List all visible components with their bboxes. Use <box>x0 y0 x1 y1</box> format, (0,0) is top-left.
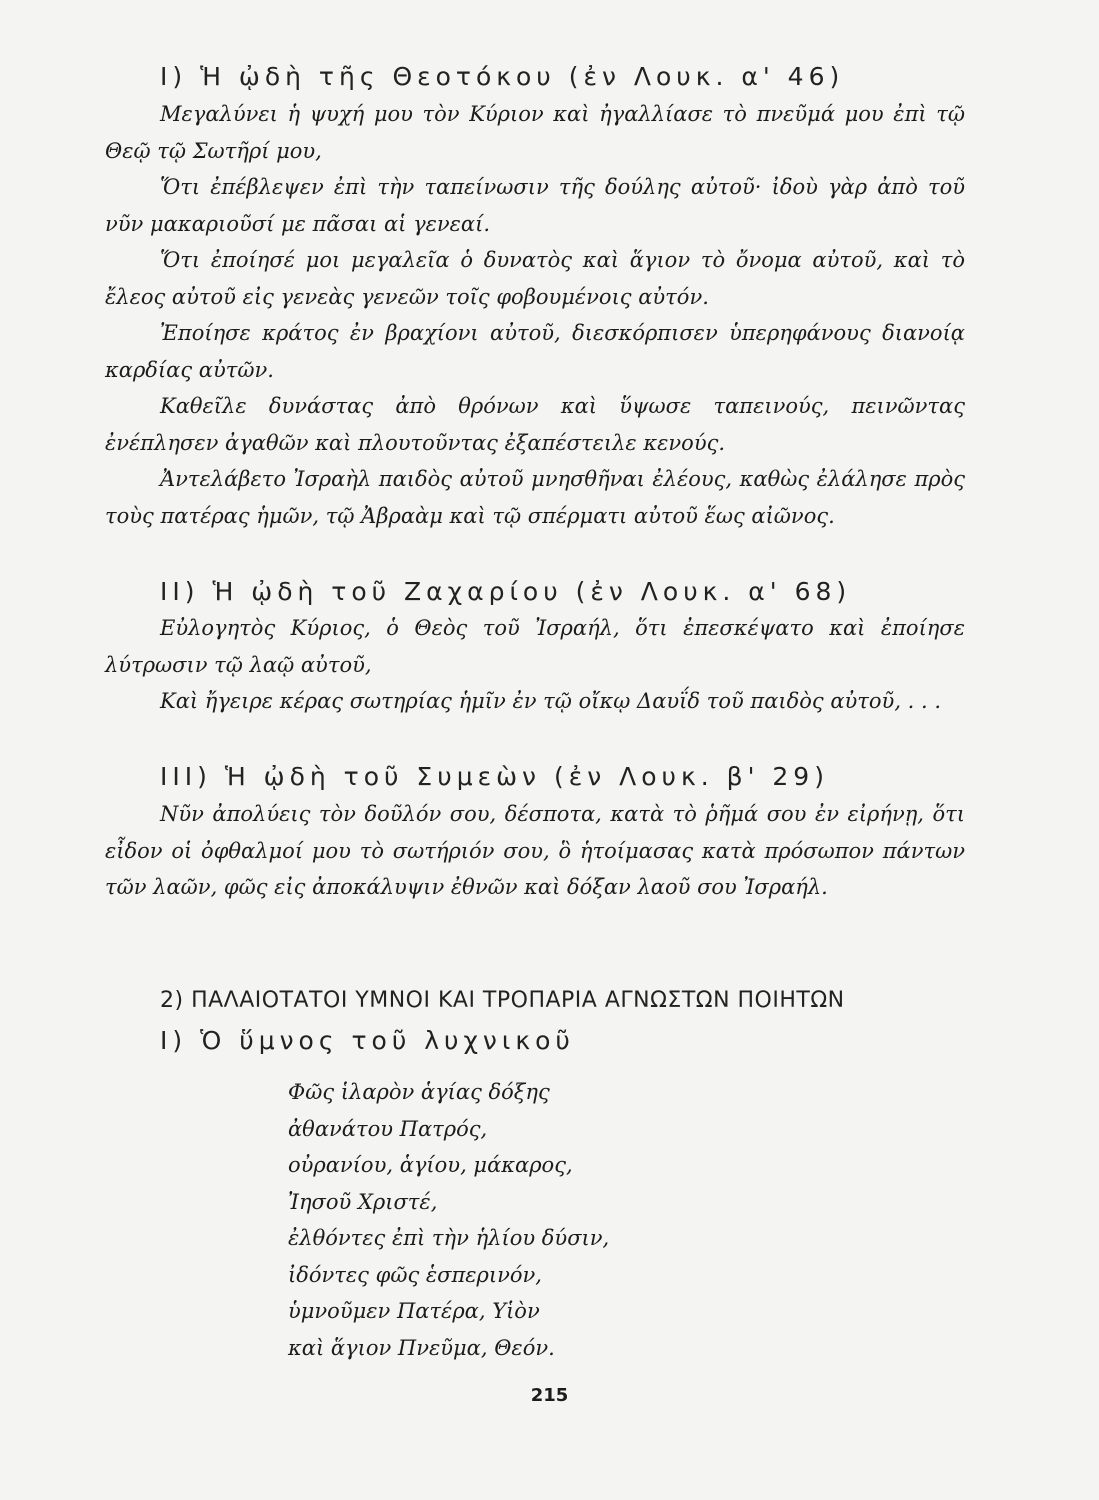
ode-zacharias-text <box>105 610 965 720</box>
hymn-line: Φῶς ἱλαρὸν ἁγίας δόξης <box>288 1080 550 1104</box>
verse: Ἐποίησε κράτος ἐν βραχίονι αὐτοῦ, διεσκόρπισεν ὑπερηφάνους διανοίᾳ καρδίας αὐτῶν. <box>105 321 965 382</box>
hymn-line: ἀθανάτου Πατρός, <box>288 1116 488 1141</box>
hymn-line: ἰδόντες φῶς ἑσπερινόν, <box>288 1262 542 1287</box>
hymn-line: ὑμνοῦμεν Πατέρα, Υἱὸν <box>288 1299 540 1323</box>
verse: Ἀντελάβετο Ἰσραὴλ παιδὸς αὐτοῦ μνησθῆναι ἐλέους, καθὼς ἐλάλησε πρὸς τοὺς πατέρας ἡμῶν, τῷ Ἀβραὰμ καὶ τῷ σπέρματι αὐτοῦ ἕως αἰῶνος. <box>105 467 965 528</box>
verse: Καθεῖλε δυνάστας ἀπὸ θρόνων καὶ ὕψωσε ταπεινούς, πεινῶντας ἐνέπλησεν ἀγαθῶν καὶ πλουτοῦντας ἐξαπέστειλε κενούς. <box>105 394 965 455</box>
hymn-line: ἐλθόντες ἐπὶ τὴν ἡλίου δύσιν, <box>288 1226 610 1250</box>
heading-hymn-lychnikou: I) Ὁ ὕμνος τοῦ λυχνικοῦ <box>160 1026 575 1055</box>
heading-ode-theotokos: I) Ἡ ᾠδὴ τῆς Θεοτόκου (ἐν Λουκ. α' 46) <box>160 62 845 91</box>
page-number: 215 <box>530 1385 569 1406</box>
verse: Μεγαλύνει ἡ ψυχή μου τὸν Κύριον καὶ ἠγαλλίασε τὸ πνεῦμά μου ἐπὶ τῷ Θεῷ τῷ Σωτῆρί μου, <box>105 102 965 163</box>
ode-theotokos-text <box>105 96 965 534</box>
hymn-line: οὐρανίου, ἁγίου, μάκαρος, <box>288 1153 573 1177</box>
verse: Εὐλογητὸς Κύριος, ὁ Θεὸς τοῦ Ἰσραήλ, ὅτι ἐπεσκέψατο καὶ ἐποίησε λύτρωσιν τῷ λαῷ αὐτοῦ, <box>105 616 965 677</box>
heading-ode-symeon: III) Ἡ ᾠδὴ τοῦ Συμεὼν (ἐν Λουκ. β' 29) <box>160 762 829 791</box>
ode-symeon-text <box>105 796 965 906</box>
verse: Ὅτι ἐποίησέ μοι μεγαλεῖα ὁ δυνατὸς καὶ ἅγιον τὸ ὄνομα αὐτοῦ, καὶ τὸ ἔλεος αὐτοῦ εἰς γενεὰς γενεῶν τοῖς φοβουμένοις αὐτόν. <box>105 248 965 309</box>
verse: Καὶ ἤγειρε κέρας σωτηρίας ἡμῖν ἐν τῷ οἴκῳ Δαυΐδ τοῦ παιδὸς αὐτοῦ, . . . <box>160 689 942 713</box>
heading-ode-zacharias: II) Ἡ ᾠδὴ τοῦ Ζαχαρίου (ἐν Λουκ. α' 68) <box>160 577 852 606</box>
verse: Ὅτι ἐπέβλεψεν ἐπὶ τὴν ταπείνωσιν τῆς δούλης αὐτοῦ· ἰδοὺ γὰρ ἀπὸ τοῦ νῦν μακαριοῦσί με πᾶσαι αἱ γενεαί. <box>105 175 965 236</box>
hymn-line: Ἰησοῦ Χριστέ, <box>288 1189 438 1214</box>
part2-title: 2) ΠΑΛΑΙΟΤΑΤΟΙ ΥΜΝΟΙ ΚΑΙ ΤΡΟΠΑΡΙΑ ΑΓΝΩΣΤΩΝ ΠΟΙΗΤΩΝ <box>160 988 845 1013</box>
hymn-line: καὶ ἅγιον Πνεῦμα, Θεόν. <box>288 1335 555 1360</box>
hymn-lines <box>288 1074 609 1366</box>
verse: Νῦν ἀπολύεις τὸν δοῦλόν σου, δέσποτα, κατὰ τὸ ῥῆμά σου ἐν εἰρήνῃ, ὅτι εἶδον οἱ ὀφθαλμοί μου τὸ σωτήριόν σου, ὃ ἡτοίμασας κατὰ πρόσωπον πάντων τῶν λαῶν, φῶς εἰς ἀποκάλυψιν ἐθνῶν καὶ δόξαν λαοῦ σου Ἰσραήλ. <box>105 802 965 899</box>
